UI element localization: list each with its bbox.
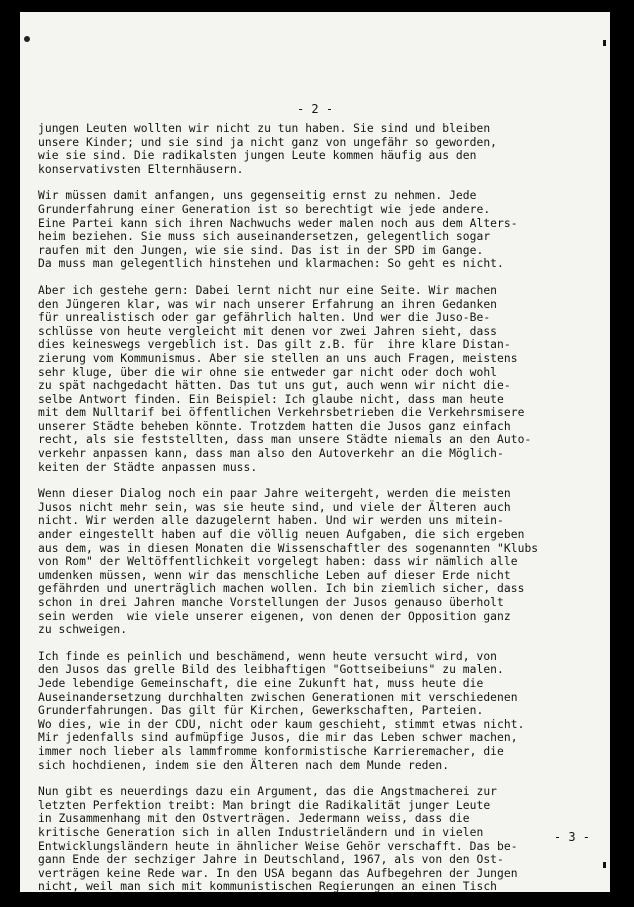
text-line: konservativsten Elternhäusern. [38,162,244,176]
text-line: verträgen keine Rede war. In den USA begann das Aufbegehren der Jungen [38,866,518,880]
text-line: Wo dies, wie in der CDU, nicht oder kaum geschieht, stimmt etwas nicht. [38,717,525,731]
paragraph [38,785,598,894]
text-line: keiten der Städte anpassen muss. [38,460,258,474]
text-line: sehr kluge, über die wir ohne sie entweder gar nicht oder doch wohl [38,365,498,379]
text-line: verkehr anpassen kann, dass man also den Autoverkehr an die Möglich- [38,447,504,461]
text-line: nicht. Wir werden alle dazugelernt haben. Und wir werden uns mitein- [38,514,504,528]
text-line: schon in drei Jahren manche Vorstellungen der Jusos genauso überholt [38,596,504,609]
paragraph [38,189,598,271]
text-line: ander eingestellt haben auf die völlig neuen Aufgaben, die sich ergeben [38,528,525,542]
edge-mark [603,862,606,868]
text-line: Jusos nicht mehr sein, was sie heute sind, und viele der Älteren auch [38,500,511,514]
document-page [20,12,610,892]
text-line: Ich finde es peinlich und beschämend, wenn heute versucht wird, von [38,649,498,663]
text-line: immer noch lieber als lammfromme konformistische Karrieremacher, die [38,744,504,758]
text-line: Grunderfahrung einer Generation ist so berechtigt wie jede andere. [38,202,491,216]
text-line: Aber ich gestehe gern: Dabei lernt nicht nur eine Seite. Wir machen [38,283,498,297]
text-line: unsere Kinder; und sie sind ja nicht ganz von ungefähr so geworden, [38,135,498,149]
text-line: gefährden und unerträglich machen wollen. Ich bin ziemlich sicher, dass [38,582,525,596]
text-line: Auseinandersetzung durchhalten zwischen Generationen mit verschiedenen [38,690,518,704]
text-line: Da muss man gelegentlich hinstehen und klarmachen: So geht es nicht. [38,257,504,271]
text-line: selbe Antwort finden. Ein Beispiel: Ich glaube nicht, dass man heute [38,392,504,406]
paragraph [38,122,598,176]
text-line: von Rom" der Weltöffentlichkeit vorgelegt haben: dass wir nämlich alle [38,555,518,569]
text-line: für unrealistisch oder gar gefährlich halten. Und wer die Juso-Be- [38,311,491,325]
text-line: Grunderfahrungen. Das gilt für Kirchen, Gewerkschaften, Parteien. [38,704,484,718]
text-line: Jede lebendige Gemeinschaft, die eine Zukunft hat, muss heute die [38,676,484,690]
text-line: zu schweigen. [38,623,128,637]
text-line: Eine Partei kann sich ihren Nachwuchs weder malen noch aus dem Alters- [38,216,518,230]
text-line: den Jusos das grelle Bild des leibhaftigen "Gottseibeiuns" zu malen. [38,663,504,677]
text-line: unserer Städte beheben könnte. Trotzdem hatten die Jusos ganz einfach [38,419,511,433]
next-page-marker: - 3 - [553,830,590,844]
text-line: Wenn dieser Dialog noch ein paar Jahre weitergeht, werden die meisten [38,487,511,501]
text-line: Wir müssen damit anfangen, uns gegenseitig ernst zu nehmen. Jede [38,189,477,203]
text-line: raufen mit den Jungen, wie sie sind. Das ist in der SPD im Gange. [38,243,484,257]
text-line: den Jüngeren klar, was wir nach unserer Erfahrung an ihren Gedanken [38,297,498,311]
text-line: Mir jedenfalls sind aufmüpfige Jusos, die mir das Leben schwer machen, [38,731,518,745]
text-line: sich hochdienen, indem sie den Älteren nach dem Munde reden. [38,758,450,772]
text-line: Nun gibt es neuerdings dazu ein Argument, das die Angstmacherei zur [38,785,498,799]
text-line: heim beziehen. Sie muss sich auseinandersetzen, gelegentlich sogar [38,230,491,244]
text-line: dies keineswegs vergeblich ist. Das gilt z.B. für ihre klare Distan- [38,338,511,352]
text-line: in Zusammenhang mit den Ostverträgen. Jedermann weiss, dass die [38,812,470,826]
paragraph [38,650,598,772]
text-line: schlüsse von heute vergleicht mit denen vor zwei Jahren sieht, dass [38,324,498,338]
text-line: umdenken müssen, wenn wir das menschliche Leben auf dieser Erde nicht [38,568,511,582]
text-line: sein werden wie viele unserer eigenen, von denen der Opposition ganz [38,609,511,623]
text-line: aus dem, was in diesen Monaten die Wissenschaftler des sogenannten "Klubs [38,541,539,555]
paragraph [38,284,598,474]
body-text [38,122,598,907]
text-line: mit dem Nulltarif bei öffentlichen Verkehrsbetrieben die Verkehrsmisere [38,406,525,420]
text-line: kritische Generation sich in allen Industrieländern und in vielen [38,825,484,839]
page-number: - 2 - [296,102,334,116]
text-line: recht, als sie feststellten, dass man unsere Städte niemals an den Auto- [38,433,532,447]
punch-hole-mark [24,36,30,42]
text-line: gann Ende der sechziger Jahre in Deutschland, 1967, als von den Ost- [38,853,504,867]
text-line: nicht, weil man sich mit kommunistischen Regierungen an einen Tisch [38,880,498,894]
text-line: zu spät nachgedacht hätten. Das tut uns gut, auch wenn wir nicht die- [38,379,511,393]
text-line: jungen Leuten wollten wir nicht zu tun haben. Sie sind und bleiben [38,122,491,135]
text-line: Entwicklungsländern heute in ähnlicher Weise Gehör verschafft. Das be- [38,839,518,853]
text-line: wie sie sind. Die radikalsten jungen Leute kommen häufig aus den [38,149,477,163]
paragraph [38,487,598,637]
text-line: zierung vom Kommunismus. Aber sie stellen an uns auch Fragen, meistens [38,351,518,365]
text-line: letzten Perfektion treibt: Man bringt die Radikalität junger Leute [38,798,491,812]
edge-mark [603,40,606,46]
